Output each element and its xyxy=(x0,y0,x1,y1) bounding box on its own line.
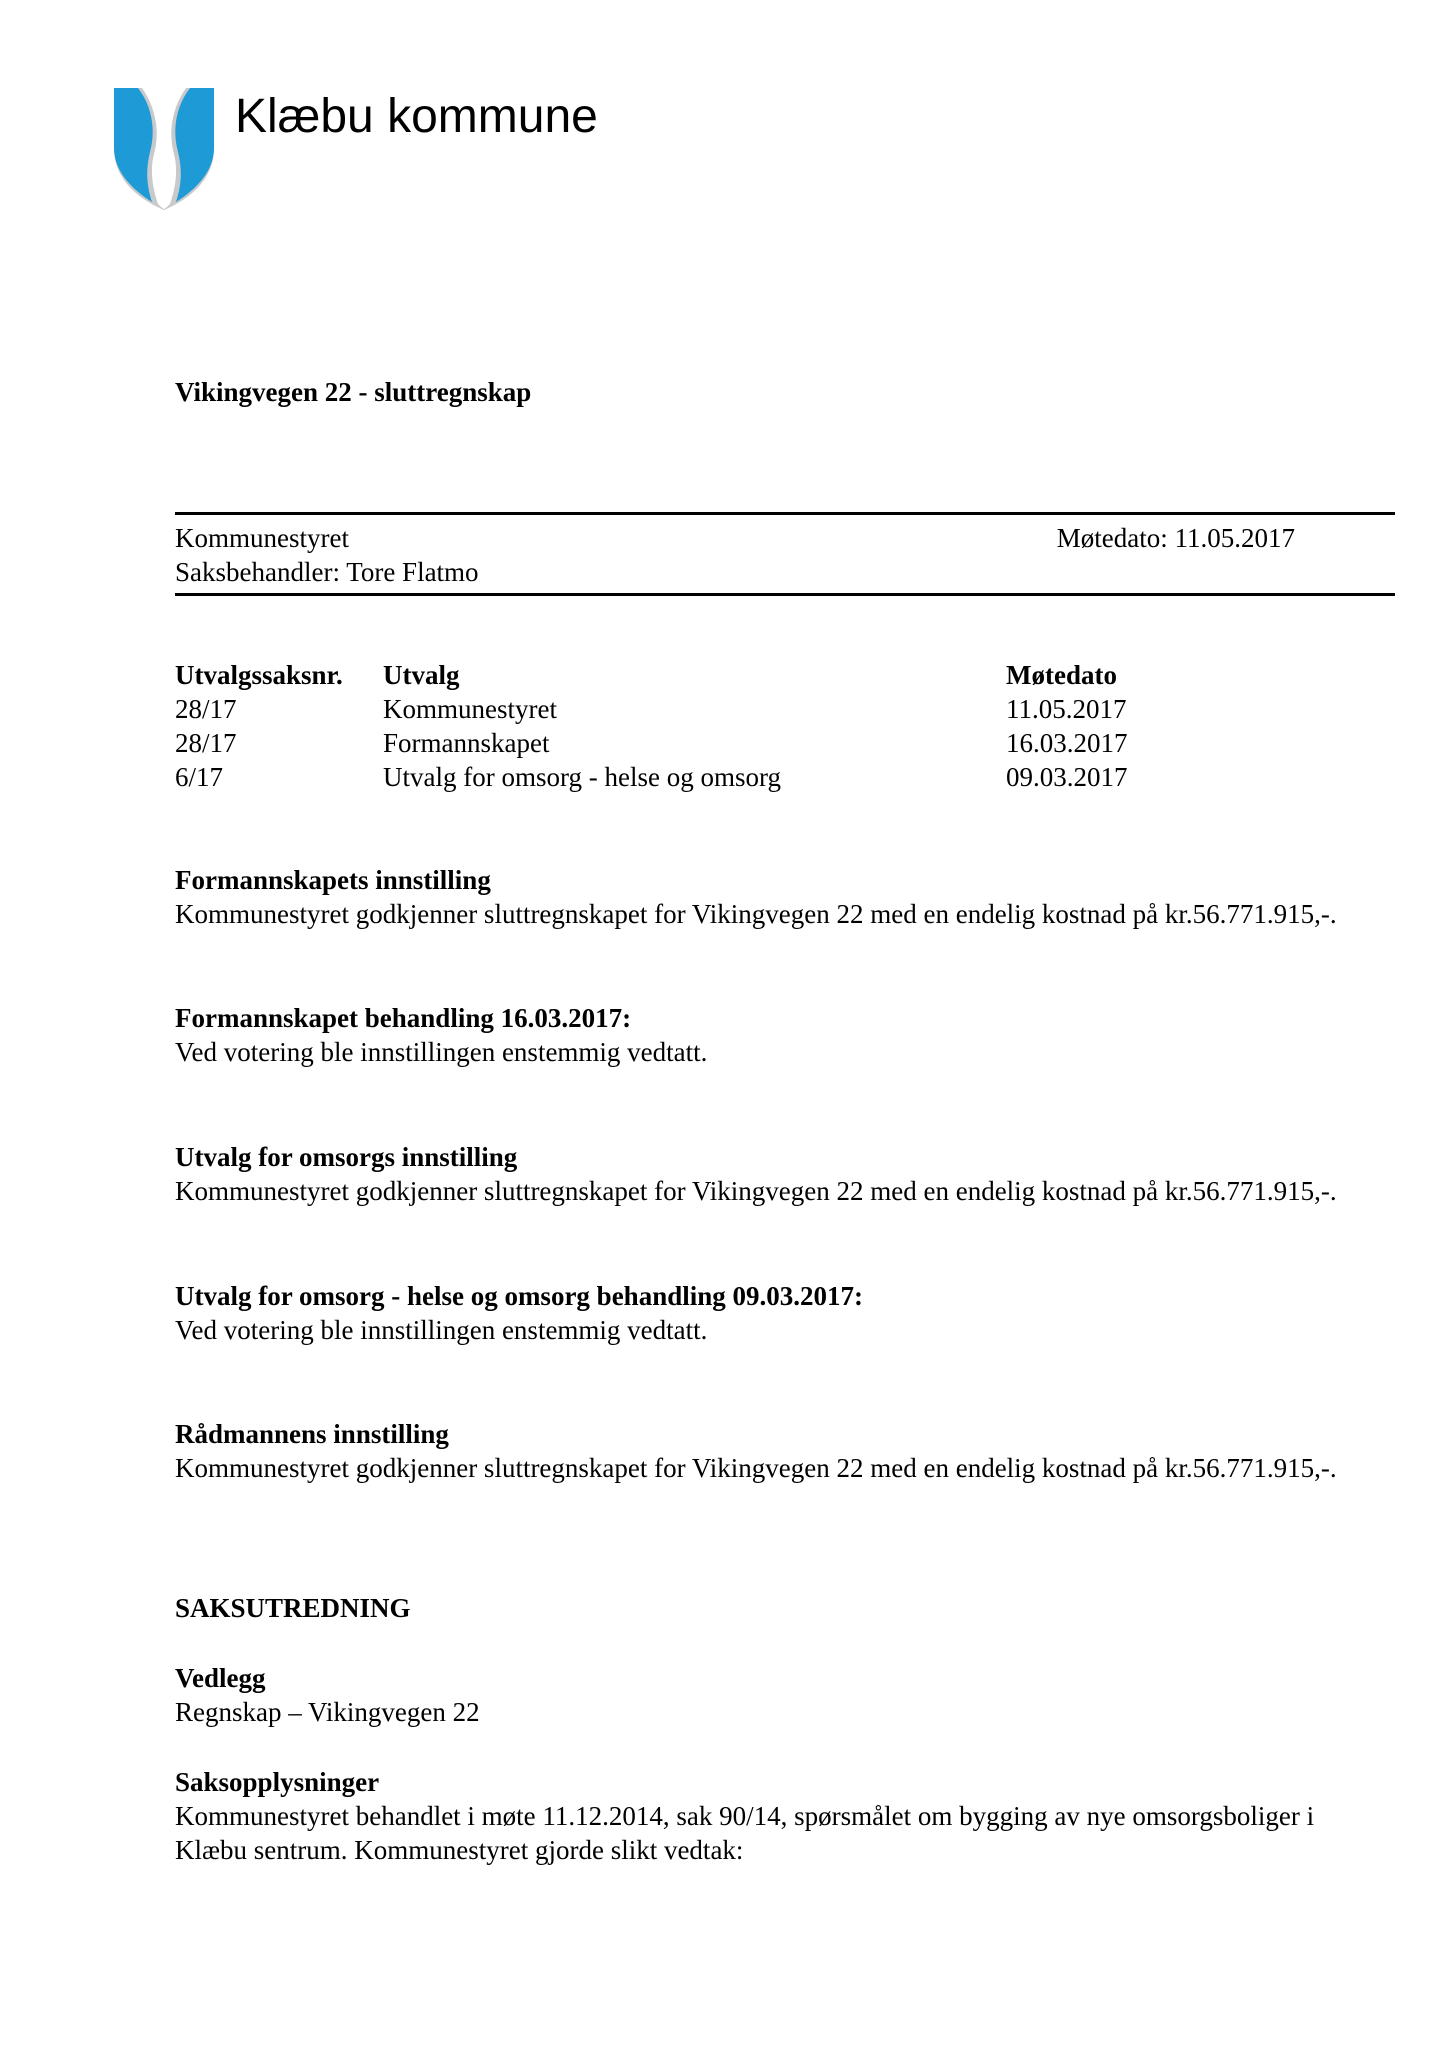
section-vedlegg xyxy=(175,1661,1375,1729)
section-utvalg-for-omsorgs-innstilling xyxy=(175,1140,1375,1208)
column-header-meeting-date: Møtedato xyxy=(1006,660,1117,690)
section-text: Kommunestyret godkjenner sluttregnskapet for Vikingvegen 22 med en endelig kostnad på kr.56.771.915,-. xyxy=(175,899,1337,929)
section-heading: Saksopplysninger xyxy=(175,1767,380,1797)
meeting-body: Kommunestyret xyxy=(175,523,349,553)
table-header-row xyxy=(175,658,1206,692)
shield-left-blue xyxy=(114,88,153,202)
coat-of-arms-logo xyxy=(112,86,216,212)
table-row xyxy=(175,692,1206,726)
section-formannskapet-behandling xyxy=(175,1001,1375,1069)
column-header-committee: Utvalg xyxy=(383,660,460,690)
case-officer: Saksbehandler: Tore Flatmo xyxy=(175,557,479,587)
case-table xyxy=(175,658,1206,794)
section-heading: Utvalg for omsorgs innstilling xyxy=(175,1142,518,1172)
section-heading: Rådmannens innstilling xyxy=(175,1419,449,1449)
section-utvalg-for-omsorg-behandling xyxy=(175,1279,1375,1347)
case-number: 6/17 xyxy=(175,762,224,792)
document-title: Vikingvegen 22 - sluttregnskap xyxy=(175,377,532,407)
section-heading: Formannskapet behandling 16.03.2017: xyxy=(175,1003,632,1033)
section-saksutredning xyxy=(175,1591,1375,1625)
section-formannskapets-innstilling xyxy=(175,863,1375,931)
case-number: 28/17 xyxy=(175,694,237,724)
section-heading: Utvalg for omsorg - helse og omsorg behandling 09.03.2017: xyxy=(175,1281,863,1311)
committee: Formannskapet xyxy=(383,728,550,758)
table-row xyxy=(175,760,1206,794)
section-heading: Formannskapets innstilling xyxy=(175,865,491,895)
case-number: 28/17 xyxy=(175,728,237,758)
section-text: Ved votering ble innstillingen enstemmig vedtatt. xyxy=(175,1037,708,1067)
section-heading: Vedlegg xyxy=(175,1663,266,1693)
meeting-date: 09.03.2017 xyxy=(1006,762,1128,792)
section-radmannens-innstilling xyxy=(175,1417,1375,1485)
section-text: Kommunestyret behandlet i møte 11.12.2014, sak 90/14, spørsmålet om bygging av nye omsorgsboliger i Klæbu sentrum. Kommunestyret gjorde slikt vedtak: xyxy=(175,1801,1315,1865)
section-text: Kommunestyret godkjenner sluttregnskapet for Vikingvegen 22 med en endelig kostnad på kr.56.771.915,-. xyxy=(175,1453,1337,1483)
section-saksopplysninger xyxy=(175,1765,1375,1867)
section-text: Ved votering ble innstillingen enstemmig vedtatt. xyxy=(175,1315,708,1345)
meeting-info-box xyxy=(175,512,1395,596)
section-text: Regnskap – Vikingvegen 22 xyxy=(175,1697,480,1727)
column-header-case-number: Utvalgssaksnr. xyxy=(175,660,343,690)
committee: Kommunestyret xyxy=(383,694,557,724)
meeting-date: Møtedato: 11.05.2017 xyxy=(1056,523,1295,553)
section-text: Kommunestyret godkjenner sluttregnskapet for Vikingvegen 22 med en endelig kostnad på kr.56.771.915,-. xyxy=(175,1176,1337,1206)
organization-name: Klæbu kommune xyxy=(235,90,598,143)
section-heading: SAKSUTREDNING xyxy=(175,1593,411,1623)
meeting-date: 11.05.2017 xyxy=(1006,694,1127,724)
meeting-row xyxy=(175,521,1395,555)
meeting-date: 16.03.2017 xyxy=(1006,728,1128,758)
shield-right-blue xyxy=(175,88,214,202)
committee: Utvalg for omsorg - helse og omsorg xyxy=(383,762,781,792)
table-row xyxy=(175,726,1206,760)
